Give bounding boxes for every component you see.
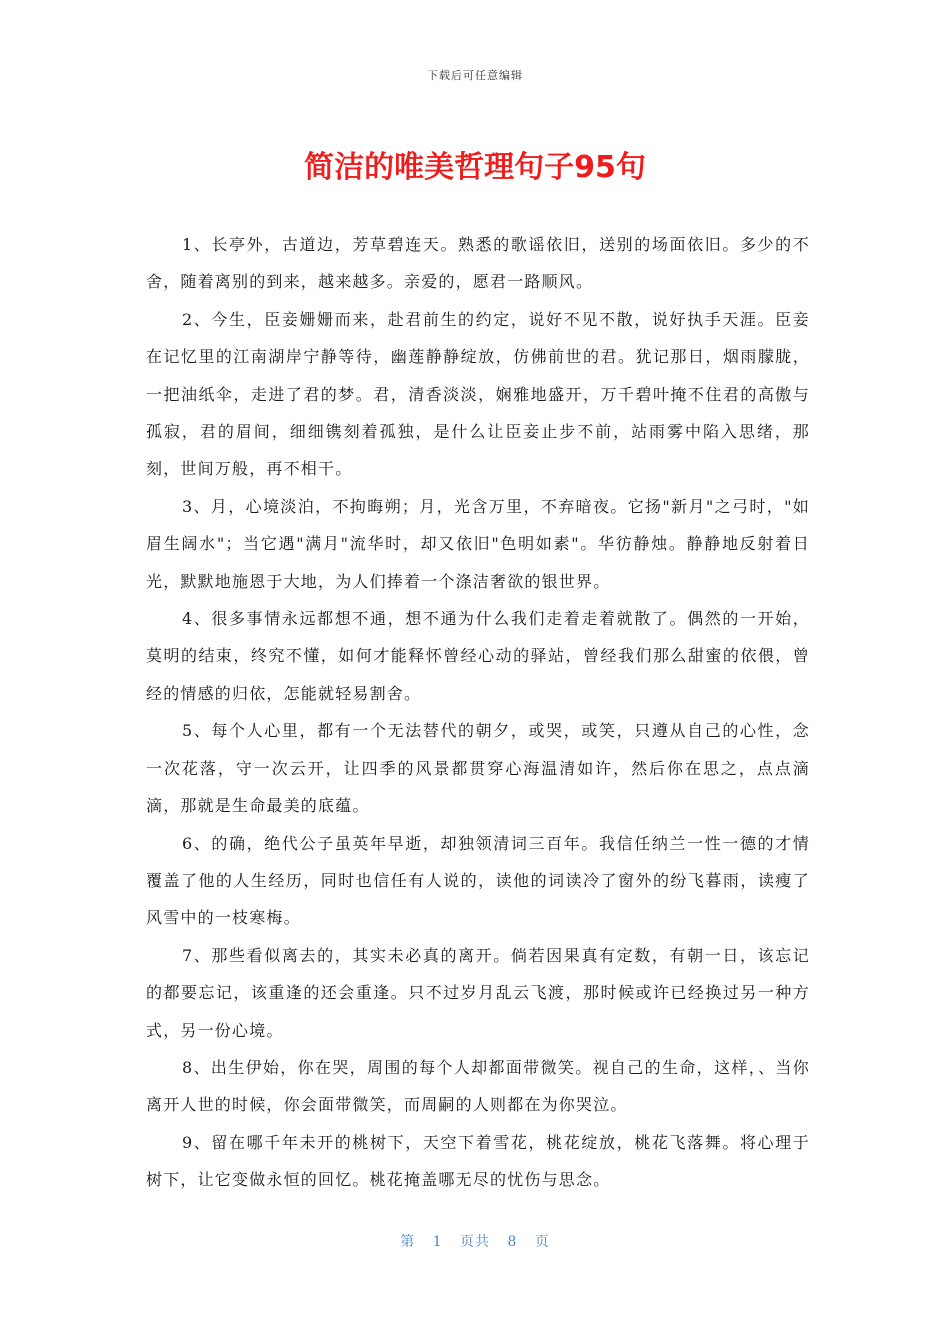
page-footer <box>0 1231 950 1251</box>
footer-page-suffix: 页 <box>534 1234 550 1250</box>
paragraph-2: 2、今生，臣妾姗姗而来，赴君前生的约定，说好不见不散，说好执手天涯。臣妾在记忆里的江南湖岸宁静等待，幽莲静静绽放，仿佛前世的君。犹记那日，烟雨朦胧，一把油纸伞，走进了君的梦。君，清香淡淡，娴雅地盛开，万千碧叶掩不住君的高傲与孤寂，君的眉间，细细镌刻着孤独，是什么让臣妾止步不前，站雨雾中陷入思绪，那刻，世间万般，再不相干。 <box>146 309 810 479</box>
footer-total-pages: 8 <box>507 1234 518 1250</box>
footer-page-label: 第 <box>400 1234 416 1250</box>
header-note: 下载后可任意编辑 <box>427 69 523 82</box>
paragraph-7: 7、那些看似离去的，其实未必真的离开。倘若因果真有定数，有朝一日，该忘记的都要忘记，该重逢的还会重逢。只不过岁月乱云飞渡，那时候或许已经换过另一种方式，另一份心境。 <box>146 945 810 1040</box>
footer-total-label: 页共 <box>460 1234 490 1250</box>
paragraph-4: 4、很多事情永远都想不通，想不通为什么我们走着走着就散了。偶然的一开始，莫明的结束，终究不懂，如何才能释怀曾经心动的驿站，曾经我们那么甜蜜的依偎，曾经的情感的归依，怎能就轻易割舍。 <box>146 609 810 703</box>
paragraph-5: 5、每个人心里，都有一个无法替代的朝夕，或哭，或笑，只遵从自己的心性，念一次花落，守一次云开，让四季的风景都贯穿心海温清如许，然后你在思之，点点滴滴，那就是生命最美的底蕴。 <box>146 721 810 816</box>
footer-page-number: 1 <box>432 1234 443 1250</box>
paragraph-3: 3、月，心境淡泊，不拘晦朔；月，光含万里，不弃暗夜。它扬"新月"之弓时，"如眉生阔水"；当它遇"满月"流华时，却又依旧"色明如素"。华彷静烛。静静地反射着日光，默默地施恩于大地，为人们捧着一个涤洁奢欲的银世界。 <box>146 496 810 591</box>
document-title: 简洁的唯美哲理句子95句 <box>304 150 646 185</box>
paragraph-9: 9、留在哪千年未开的桃树下，天空下着雪花，桃花绽放，桃花飞落舞。将心理于树下，让它变做永恒的回忆。桃花掩盖哪无尽的忧伤与思念。 <box>146 1132 810 1190</box>
paragraph-8: 8、出生伊始，你在哭，周围的每个人却都面带微笑。视自己的生命，这样，、当你离开人世的时候，你会面带微笑，而周嗣的人则都在为你哭泣。 <box>146 1057 810 1115</box>
paragraph-1: 1、长亭外，古道边，芳草碧连天。熟悉的歌谣依旧，送别的场面依旧。多少的不舍，随着离别的到来，越来越多。亲爱的，愿君一路顺风。 <box>146 235 810 292</box>
document-body <box>146 226 810 1199</box>
paragraph-6: 6、的确，绝代公子虽英年早逝，却独领清词三百年。我信任纳兰一性一德的才情覆盖了他的人生经历，同时也信任有人说的，读他的词读冷了窗外的纷飞暮雨，读瘦了风雪中的一枝寒梅。 <box>146 833 810 928</box>
